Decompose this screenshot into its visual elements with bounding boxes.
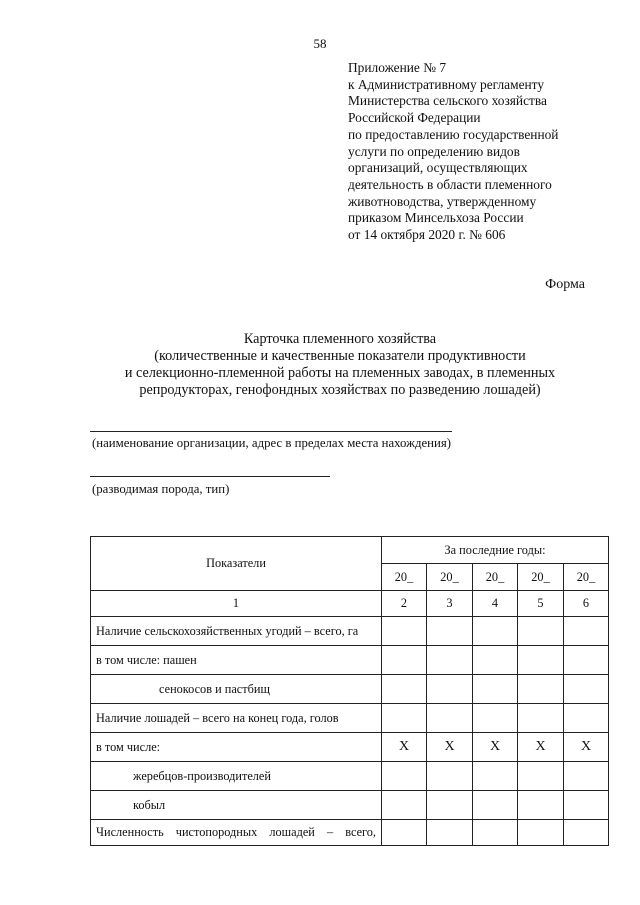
- appendix-line: приказом Минсельхоза России: [348, 210, 524, 226]
- header-indicators: Показатели: [91, 537, 382, 591]
- appendix-line: Российской Федерации: [348, 110, 481, 126]
- table-cell[interactable]: [382, 704, 427, 733]
- appendix-line: услуги по определению видов: [348, 143, 520, 159]
- table-cell[interactable]: [564, 762, 609, 791]
- table-cell: Х: [382, 733, 427, 762]
- table-cell[interactable]: [382, 762, 427, 791]
- row-label: в том числе:: [91, 733, 382, 762]
- table-row: [91, 617, 609, 646]
- indicators-table: [90, 536, 609, 846]
- breed-field-caption: (разводимая порода, тип): [92, 482, 230, 496]
- table-row: [91, 820, 609, 846]
- table-row: [91, 762, 609, 791]
- table-cell[interactable]: [382, 820, 427, 846]
- table-row: [91, 791, 609, 820]
- column-number: 6: [564, 591, 609, 617]
- column-number: 2: [382, 591, 427, 617]
- table-cell[interactable]: [564, 617, 609, 646]
- appendix-line: от 14 октября 2020 г. № 606: [348, 227, 506, 243]
- table-cell: Х: [473, 733, 518, 762]
- organization-field-line[interactable]: [90, 431, 452, 432]
- table-row: [91, 704, 609, 733]
- table-cell[interactable]: [382, 675, 427, 704]
- table-cell[interactable]: [427, 704, 473, 733]
- row-label: жеребцов-производителей: [91, 762, 382, 791]
- appendix-line: деятельность в области племенного: [348, 176, 552, 192]
- table-cell[interactable]: [518, 646, 564, 675]
- appendix-line: животноводства, утвержденному: [348, 193, 537, 209]
- table-cell[interactable]: [518, 762, 564, 791]
- table-cell[interactable]: [427, 646, 473, 675]
- table-row: [91, 646, 609, 675]
- row-label: Наличие сельскохозяйственных угодий – всего, га: [91, 617, 382, 646]
- column-number: 5: [518, 591, 564, 617]
- table-cell[interactable]: [564, 646, 609, 675]
- table-cell[interactable]: [564, 704, 609, 733]
- year-label: 20_: [473, 564, 518, 591]
- appendix-line: Приложение № 7: [348, 60, 447, 75]
- row-label: сенокосов и пастбищ: [91, 675, 382, 704]
- title-line: Карточка племенного хозяйства: [243, 331, 437, 347]
- year-label: 20_: [564, 564, 609, 591]
- year-label: 20_: [382, 564, 427, 591]
- table-cell[interactable]: [564, 820, 609, 846]
- breed-field-line[interactable]: [90, 476, 330, 477]
- row-label: Наличие лошадей – всего на конец года, голов: [91, 704, 382, 733]
- table-cell[interactable]: [473, 646, 518, 675]
- title-line: репродукторах, генофондных хозяйствах по разведению лошадей): [139, 382, 541, 398]
- appendix-line: к Административному регламенту: [348, 76, 545, 92]
- table-cell[interactable]: [518, 791, 564, 820]
- table-cell[interactable]: [382, 617, 427, 646]
- year-label: 20_: [518, 564, 564, 591]
- organization-field-caption: (наименование организации, адрес в пределах места нахождения): [92, 436, 452, 450]
- table-cell[interactable]: [473, 791, 518, 820]
- form-label: Форма: [545, 277, 585, 292]
- table-cell[interactable]: [518, 617, 564, 646]
- column-number: 1: [91, 591, 382, 617]
- title-line: и селекционно-племенной работы на племенных заводах, в племенных: [124, 365, 556, 381]
- appendix-line: организаций, осуществляющих: [348, 160, 528, 176]
- table-cell[interactable]: [427, 617, 473, 646]
- card-title: [80, 331, 600, 399]
- table-cell[interactable]: [518, 675, 564, 704]
- appendix-line: Министерства сельского хозяйства: [348, 93, 547, 109]
- table-cell[interactable]: [382, 646, 427, 675]
- table-cell[interactable]: [473, 704, 518, 733]
- appendix-block: [348, 60, 618, 244]
- table-cell: Х: [427, 733, 473, 762]
- table-cell[interactable]: [382, 791, 427, 820]
- column-number: 3: [427, 591, 473, 617]
- table-cell: Х: [518, 733, 564, 762]
- table-row: [91, 675, 609, 704]
- table-cell[interactable]: [564, 675, 609, 704]
- table-cell[interactable]: [473, 617, 518, 646]
- table-cell[interactable]: [564, 791, 609, 820]
- table-row: [91, 733, 609, 762]
- table-cell: Х: [564, 733, 609, 762]
- column-number: 4: [473, 591, 518, 617]
- row-label: Численность чистопородных лошадей – всего,: [91, 820, 382, 846]
- table-cell[interactable]: [518, 820, 564, 846]
- table-cell[interactable]: [518, 704, 564, 733]
- table-cell[interactable]: [473, 820, 518, 846]
- table-cell[interactable]: [473, 675, 518, 704]
- table-cell[interactable]: [427, 675, 473, 704]
- table-cell[interactable]: [427, 762, 473, 791]
- row-label: кобыл: [91, 791, 382, 820]
- table-cell[interactable]: [473, 762, 518, 791]
- table-cell[interactable]: [427, 791, 473, 820]
- row-label: в том числе: пашен: [91, 646, 382, 675]
- page-number: 58: [313, 36, 327, 51]
- title-line: (количественные и качественные показатели продуктивности: [154, 348, 526, 364]
- year-label: 20_: [427, 564, 473, 591]
- appendix-line: по предоставлению государственной: [348, 126, 559, 142]
- header-years: За последние годы:: [382, 537, 609, 564]
- table-cell[interactable]: [427, 820, 473, 846]
